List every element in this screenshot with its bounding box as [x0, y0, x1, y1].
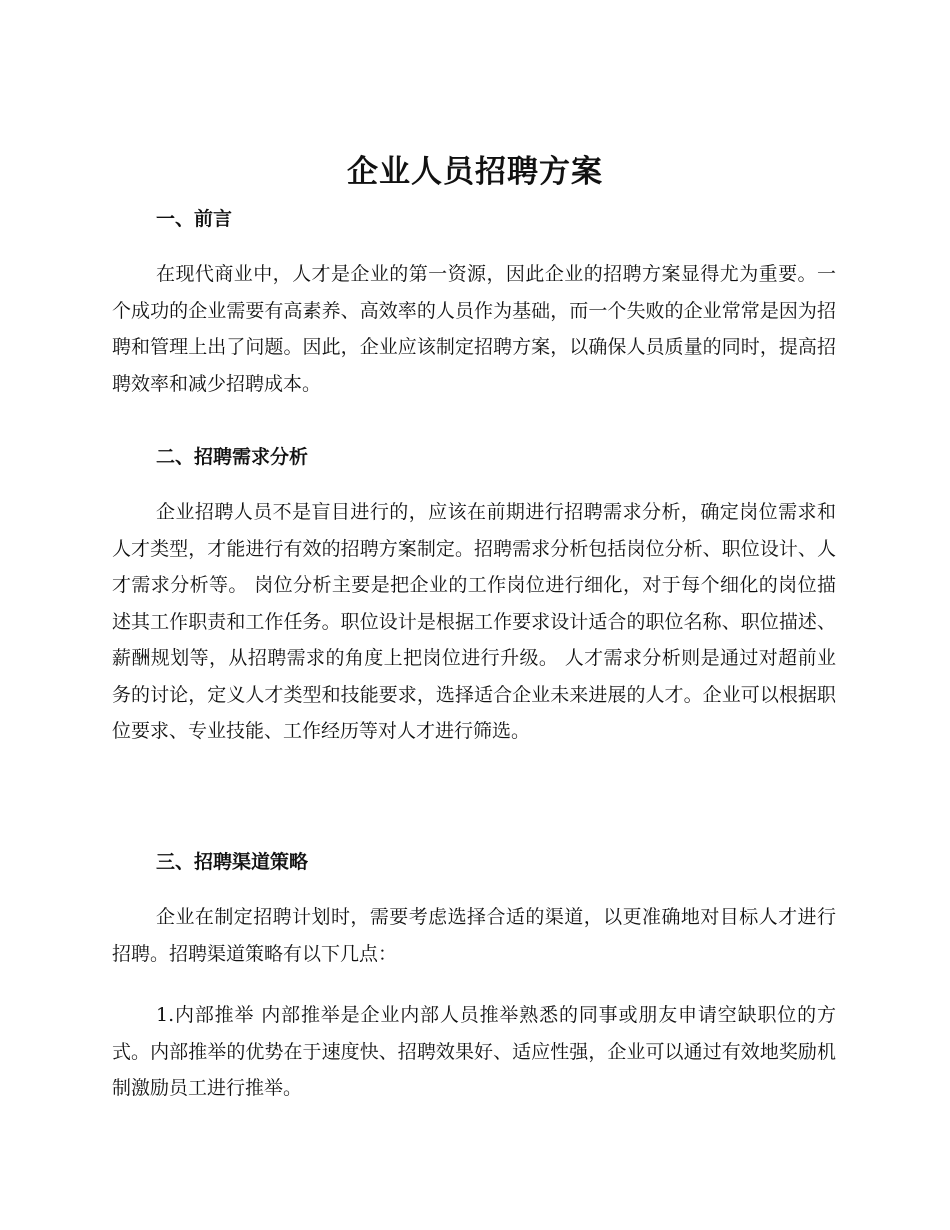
document-title: 企业人员招聘方案 [347, 154, 603, 190]
paragraph-preface: 在现代商业中，人才是企业的第一资源，因此企业的招聘方案显得尤为重要。一个成功的企业需要有高素养、高效率的人员作为基础，而一个失败的企业常常是因为招聘和管理上出了问题。因此，企业应该制定招聘方案，以确保人员质量的同时，提高招聘效率和减少招聘成本。 [112, 263, 836, 395]
section-heading-preface: 一、前言 [156, 208, 233, 230]
paragraph-internal-referral: 1.内部推举 内部推举是企业内部人员推举熟悉的同事或朋友申请空缺职位的方式。内部推举的优势在于速度快、招聘效果好、适应性强，企业可以通过有效地奖励机制激励员工进行推举。 [112, 1004, 836, 1099]
section-heading-channel-strategy: 三、招聘渠道策略 [156, 851, 309, 873]
paragraph-channel-intro: 企业在制定招聘计划时，需要考虑选择合适的渠道，以更准确地对目标人才进行招聘。招聘渠道策略有以下几点： [112, 906, 836, 965]
paragraph-demand-analysis: 企业招聘人员不是盲目进行的，应该在前期进行招聘需求分析，确定岗位需求和人才类型，才能进行有效的招聘方案制定。招聘需求分析包括岗位分析、职位设计、人才需求分析等。 岗位分析主要是把企业的工作岗位进行细化，对于每个细化的岗位描述其工作职责和工作任务。职位设计是根据工作要求设计适合的职位名称、职位描述、薪酬规划等，从招聘需求的角度上把岗位进行升级。 人才需求分析则是通过对超前业务的讨论，定义人才类型和技能要求，选择适合企业未来进展的人才。企业可以根据职位要求、专业技能、工作经历等对人才进行筛选。 [112, 501, 836, 742]
section-heading-demand-analysis: 二、招聘需求分析 [156, 446, 309, 468]
